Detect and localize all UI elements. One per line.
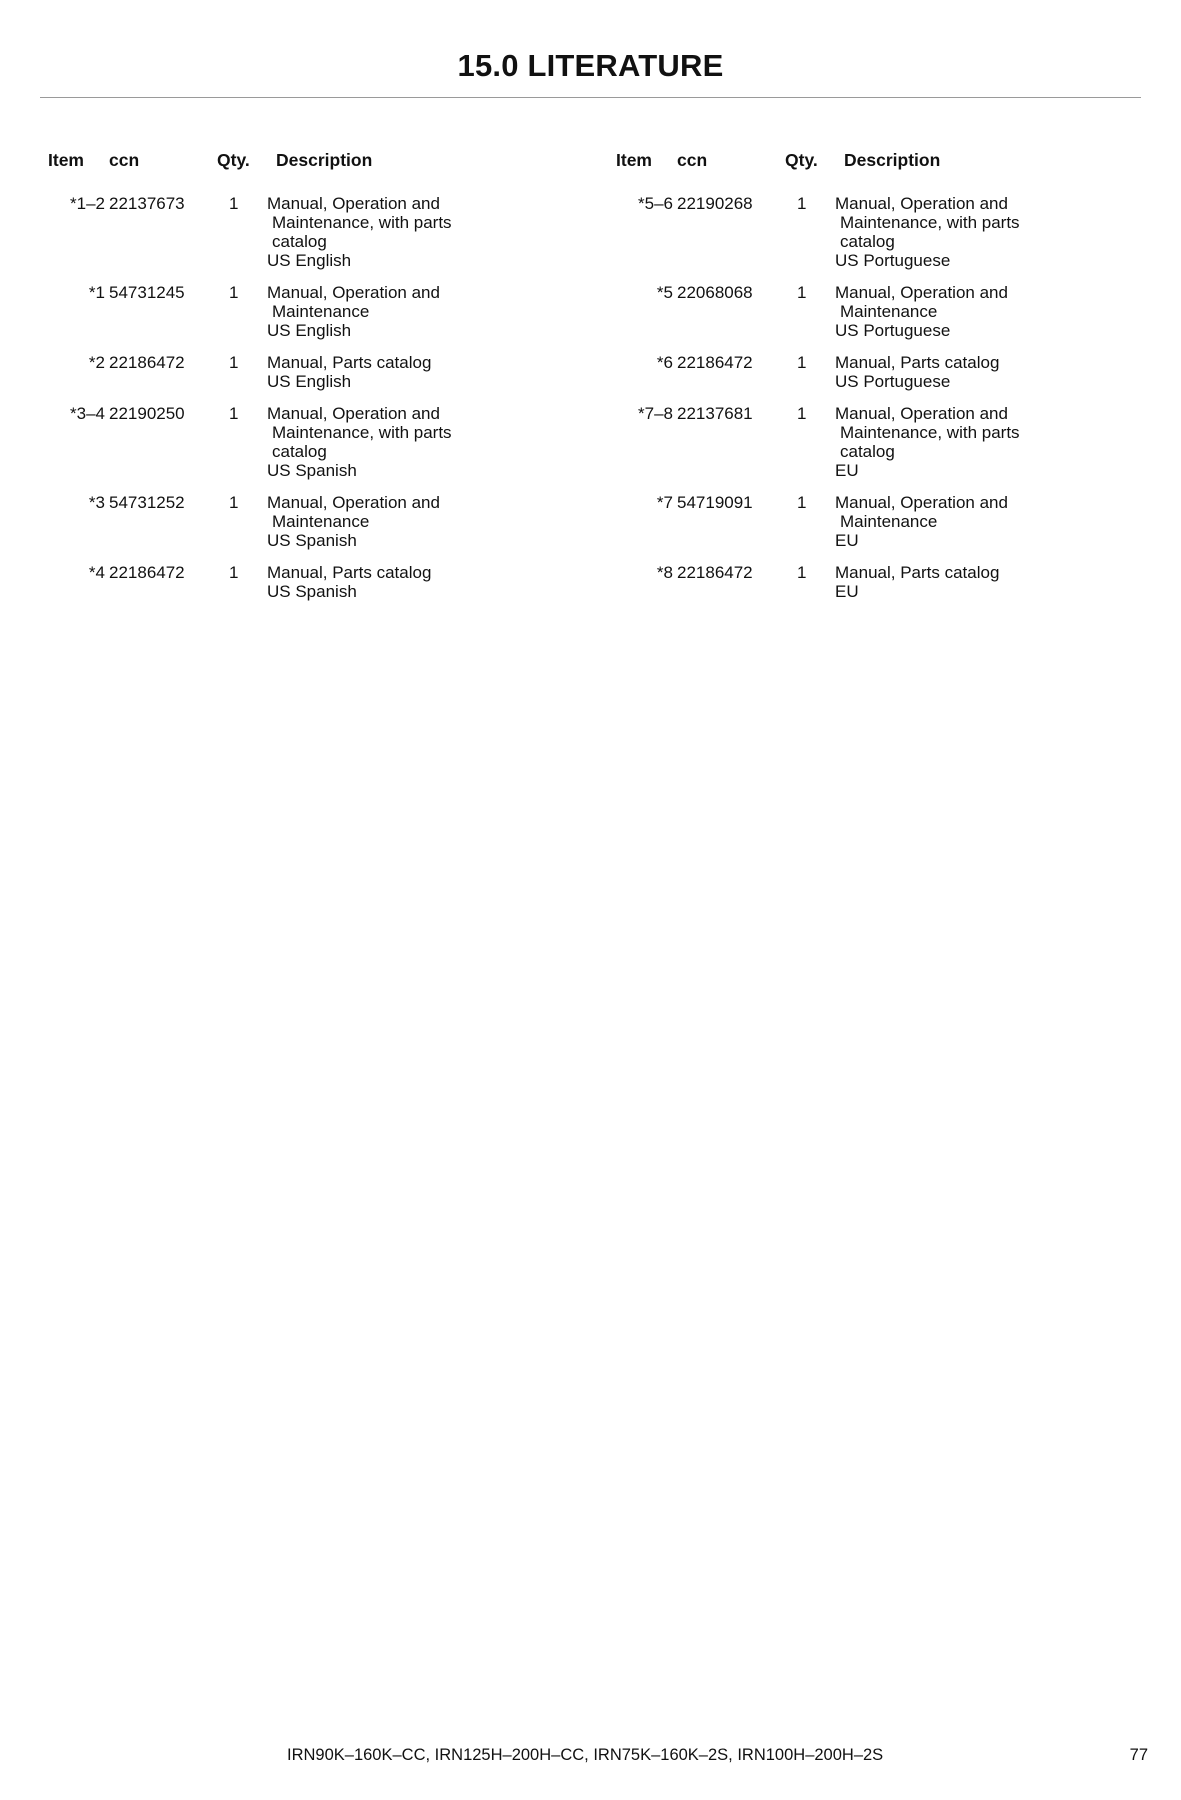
description-line: EU	[835, 582, 859, 601]
table-row	[608, 353, 1128, 391]
header-qty: Qty.	[785, 150, 818, 170]
description-cell	[267, 493, 560, 550]
description-line: Maintenance	[840, 512, 938, 531]
table-row	[608, 404, 1128, 480]
header-item: Item	[48, 150, 84, 170]
description-line: US English	[267, 321, 352, 340]
ccn-cell: 22137673	[109, 194, 185, 213]
qty-cell: 1	[229, 493, 239, 512]
description-line: US Portuguese	[835, 321, 951, 340]
qty-cell: 1	[229, 353, 239, 372]
ccn-cell: 22190268	[677, 194, 753, 213]
ccn-cell: 22068068	[677, 283, 753, 302]
description-line: catalog	[840, 442, 895, 461]
header-description: Description	[844, 150, 941, 170]
item-cell: *6	[656, 353, 673, 372]
description-cell	[835, 353, 1128, 391]
description-cell	[835, 194, 1128, 270]
ccn-cell: 22137681	[677, 404, 753, 423]
qty-cell: 1	[229, 404, 239, 423]
description-line: Manual, Operation and	[835, 493, 1008, 512]
header-ccn: ccn	[109, 150, 140, 170]
description-cell	[267, 563, 560, 601]
item-cell: *5–6	[638, 194, 673, 213]
ccn-cell: 54731252	[109, 493, 185, 512]
description-line: catalog	[272, 232, 327, 251]
ccn-cell: 22186472	[677, 563, 753, 582]
description-line: US Portuguese	[835, 251, 951, 270]
description-cell	[835, 493, 1128, 550]
description-line: Manual, Parts catalog	[267, 563, 432, 582]
table-row	[40, 353, 560, 391]
table-header	[40, 150, 560, 174]
table-row	[40, 283, 560, 340]
qty-cell: 1	[229, 194, 239, 213]
header-qty: Qty.	[217, 150, 250, 170]
qty-cell: 1	[797, 563, 807, 582]
item-cell: *3–4	[70, 404, 105, 423]
description-line: Maintenance, with parts	[840, 423, 1020, 442]
literature-table-left	[40, 150, 560, 614]
table-row	[40, 493, 560, 550]
description-line: Maintenance, with parts	[272, 423, 452, 442]
description-line: Manual, Operation and	[267, 283, 440, 302]
qty-cell: 1	[797, 493, 807, 512]
table-rows	[608, 194, 1128, 601]
item-cell: *4	[88, 563, 105, 582]
item-cell: *1	[88, 283, 105, 302]
description-line: Maintenance, with parts	[840, 213, 1020, 232]
description-line: catalog	[840, 232, 895, 251]
description-line: US Portuguese	[835, 372, 951, 391]
description-line: EU	[835, 531, 859, 550]
title-divider	[40, 97, 1141, 98]
qty-cell: 1	[797, 283, 807, 302]
description-line: Manual, Operation and	[267, 493, 440, 512]
table-row	[608, 194, 1128, 270]
ccn-cell: 22186472	[109, 563, 185, 582]
description-line: Manual, Operation and	[835, 283, 1008, 302]
item-cell: *3	[88, 493, 105, 512]
description-line: Manual, Parts catalog	[267, 353, 432, 372]
literature-table-right	[608, 150, 1128, 614]
table-row	[608, 493, 1128, 550]
header-item: Item	[616, 150, 652, 170]
description-line: US Spanish	[267, 531, 357, 550]
description-line: US Spanish	[267, 461, 357, 480]
description-cell	[267, 353, 560, 391]
footer-model-list: IRN90K–160K–CC, IRN125H–200H–CC, IRN75K–160K–2S, IRN100H–200H–2S	[287, 1746, 884, 1764]
page-title: 15.0 LITERATURE	[457, 48, 724, 83]
description-cell	[835, 563, 1128, 601]
ccn-cell: 54719091	[677, 493, 753, 512]
description-line: Maintenance, with parts	[272, 213, 452, 232]
item-cell: *1–2	[70, 194, 105, 213]
description-line: catalog	[272, 442, 327, 461]
item-cell: *7–8	[638, 404, 673, 423]
description-cell	[267, 404, 560, 480]
table-row	[608, 563, 1128, 601]
description-cell	[835, 404, 1128, 480]
ccn-cell: 22186472	[677, 353, 753, 372]
qty-cell: 1	[229, 283, 239, 302]
ccn-cell: 54731245	[109, 283, 185, 302]
qty-cell: 1	[797, 353, 807, 372]
description-line: Manual, Operation and	[267, 404, 440, 423]
item-cell: *5	[656, 283, 673, 302]
description-line: Maintenance	[840, 302, 938, 321]
table-row	[40, 563, 560, 601]
table-row	[40, 194, 560, 270]
ccn-cell: 22186472	[109, 353, 185, 372]
table-rows	[40, 194, 560, 601]
item-cell: *7	[656, 493, 673, 512]
table-row	[40, 404, 560, 480]
description-line: US English	[267, 251, 352, 270]
qty-cell: 1	[797, 194, 807, 213]
item-cell: *2	[88, 353, 105, 372]
header-description: Description	[276, 150, 373, 170]
table-header	[608, 150, 1128, 174]
description-line: Manual, Parts catalog	[835, 563, 1000, 582]
page-number: 77	[1129, 1746, 1148, 1764]
description-line: EU	[835, 461, 859, 480]
ccn-cell: 22190250	[109, 404, 185, 423]
qty-cell: 1	[797, 404, 807, 423]
qty-cell: 1	[229, 563, 239, 582]
description-line: Maintenance	[272, 512, 370, 531]
item-cell: *8	[656, 563, 673, 582]
description-line: Manual, Operation and	[267, 194, 440, 213]
description-line: US English	[267, 372, 352, 391]
table-row	[608, 283, 1128, 340]
description-cell	[267, 194, 560, 270]
description-line: Manual, Operation and	[835, 194, 1008, 213]
header-ccn: ccn	[677, 150, 708, 170]
description-line: Manual, Parts catalog	[835, 353, 1000, 372]
description-cell	[835, 283, 1128, 340]
description-line: US Spanish	[267, 582, 357, 601]
description-line: Maintenance	[272, 302, 370, 321]
description-line: Manual, Operation and	[835, 404, 1008, 423]
description-cell	[267, 283, 560, 340]
